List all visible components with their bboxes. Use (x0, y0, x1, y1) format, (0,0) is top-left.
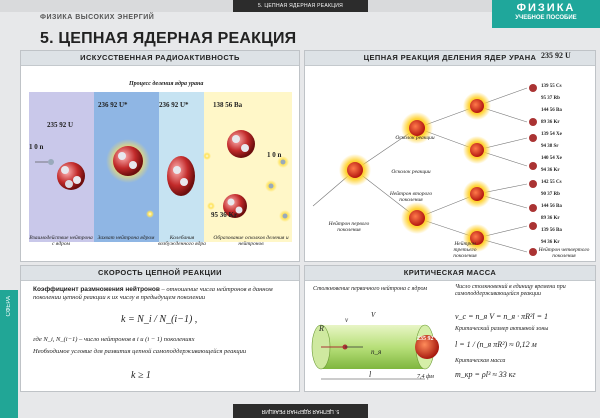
isotope-14: 94 36 Kr (541, 240, 560, 245)
panel-chain-reaction (304, 50, 596, 262)
label-frag2: Осколок реакции (391, 169, 431, 175)
formula-k: k = N_i / N_(i−1) , (121, 314, 198, 325)
isotope-10: 90 37 Rb (541, 192, 560, 197)
r-label: R (319, 324, 324, 333)
publisher-logo: СФЕРА (6, 296, 12, 317)
u235-label: 235 92 U (47, 121, 74, 129)
isotope-9: 142 55 Cs (541, 180, 562, 185)
incoming-neutron (48, 159, 54, 165)
nucleus-u236-capture (106, 139, 150, 183)
fragment-ba (227, 130, 255, 158)
fm-label: 7,4 фм (417, 374, 434, 380)
u235-label: 235 92 U (417, 336, 440, 342)
collision-caption: Столкновение первичного нейтрона с ядром (313, 286, 428, 292)
isotope-7: 140 54 Xe (541, 156, 562, 161)
u236-label-b: 236 92 U* (159, 101, 189, 109)
definition-text: – отношение числа нейтронов в данном поколении цепной реакции к их числу в предыдущем поколении (33, 286, 273, 301)
isotope-13: 139 56 Ba (541, 228, 562, 233)
critical-size-text: Критический размер активной зоны (455, 326, 549, 332)
brand-title: ФИЗИКА (516, 2, 576, 14)
isotope-1: 139 55 Cs (541, 84, 562, 89)
where-text: где N_i, N_(i−1) – число нейтронов в i и (i − 1) поколениях (33, 336, 195, 343)
panel-critical-mass (304, 265, 596, 392)
v-label: V (371, 311, 376, 319)
nucleus-u235 (57, 162, 85, 190)
isotope-2: 95 37 Rb (541, 96, 560, 101)
condition-text: Необходимое условие для развития цепной самоподдерживающейся реакции (33, 348, 247, 355)
label-gen3: Нейтрон третьего поколения (453, 241, 477, 259)
brand-subtitle: УЧЕБНОЕ ПОСОБИЕ (515, 15, 577, 21)
time-text: Число столкновений в единицу времени при самоподдерживающейся реакции (455, 284, 566, 297)
isotope-list (541, 81, 562, 249)
condition-formula: k ≥ 1 (131, 370, 151, 381)
critical-mass-text: Критическая масса (455, 358, 506, 364)
neutron-label-2: 1 0 n (267, 151, 282, 159)
isotope-5: 139 54 Xe (541, 132, 562, 137)
kr-label: 95 36 Kr (211, 211, 238, 219)
nucleus-u236-excited (167, 156, 195, 196)
spark-3 (207, 202, 215, 210)
bottom-tab: 5. ЦЕПНАЯ ЯДЕРНАЯ РЕАКЦИЯ (233, 404, 368, 418)
formula-l: l = 1 / (n_я πR²) ≈ 0,12 м (455, 340, 537, 349)
panel-chain-rate (20, 265, 300, 392)
label-gen4: Нейтрон четвертого поколения (538, 247, 590, 259)
label-gen2: Нейтрон второго поколения (389, 191, 433, 203)
u236-label-a: 236 92 U* (98, 101, 128, 109)
label-gen1: Нейтрон первого поколения (328, 221, 370, 233)
spark-1 (146, 210, 154, 218)
isotope-11: 144 56 Ba (541, 204, 562, 209)
fragment-nuclei (529, 84, 537, 256)
label-frag1: Осколок реакции (395, 135, 435, 141)
ba-label: 138 56 Ba (213, 101, 243, 109)
panel-heading: СКОРОСТЬ ЦЕПНОЙ РЕАКЦИИ (21, 266, 299, 281)
caption-3: Колебания возбужденного ядра (158, 235, 206, 247)
definition (33, 286, 291, 302)
caption-4: Образование осколков деления и нейтронов (213, 235, 289, 247)
l-label: l (369, 370, 372, 379)
formula-m: m_кр = ρl³ ≈ 33 кг (455, 370, 516, 379)
publisher-sidebar (0, 290, 18, 418)
n-label: n_я (371, 348, 382, 356)
u235-label: 235 92 U (541, 51, 571, 60)
caption-2: Захват нейтрона ядром (97, 235, 155, 241)
panel-heading: КРИТИЧЕСКАЯ МАССА (305, 266, 595, 281)
series-title: ФИЗИКА ВЫСОКИХ ЭНЕРГИЙ (40, 14, 155, 21)
isotope-8: 94 36 Kr (541, 168, 560, 173)
brand-badge (492, 0, 600, 28)
panel-heading: ЦЕПНАЯ РЕАКЦИЯ ДЕЛЕНИЯ ЯДЕР УРАНА (305, 51, 595, 66)
page-title: 5. ЦЕПНАЯ ЯДЕРНАЯ РЕАКЦИЯ (40, 30, 297, 47)
caption-1: Взаимодействие нейтрона с ядром (29, 235, 93, 247)
spark-2 (203, 152, 211, 160)
formula-nu: ν_c = n_я V = n_я · πR²l = 1 (455, 312, 548, 321)
stage-band-4 (204, 92, 292, 242)
isotope-4: 89 36 Kr (541, 120, 560, 125)
neutron-label-1: 1 0 n (29, 143, 44, 151)
panel-heading: ИСКУССТВЕННАЯ РАДИОАКТИВНОСТЬ (21, 51, 299, 66)
top-tab: 5. ЦЕПНАЯ ЯДЕРНАЯ РЕАКЦИЯ (233, 0, 368, 12)
velocity-label: v (345, 316, 349, 324)
isotope-3: 144 56 Ba (541, 108, 562, 113)
fission-process-diagram (21, 66, 299, 262)
isotope-6: 94 38 Sr (541, 144, 559, 149)
isotope-12: 89 36 Kr (541, 216, 560, 221)
panel-artificial-radioactivity (20, 50, 300, 262)
definition-term: Коэффициент размножения нейтронов (33, 286, 160, 293)
process-label: Процесс деления ядра урана (129, 81, 204, 87)
